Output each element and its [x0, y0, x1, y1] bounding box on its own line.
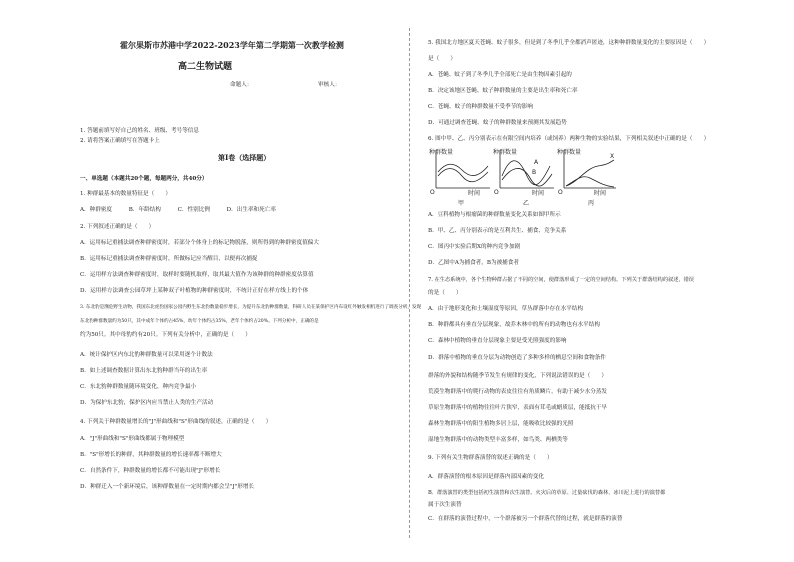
- graph-3-origin: O: [558, 189, 563, 196]
- question-1-options: A．种群密度 B．年龄结构 C．性别比例 D．出生率和死亡率: [80, 207, 276, 213]
- question-7-line-1: 7. 在生态系统中，各个生物种群占据了不同的空间，使群落形成了一定的空间结构。下列关于群落结构的叙述，错误: [428, 277, 694, 283]
- graph-3-ylabel: 种群数量: [557, 149, 582, 156]
- question-2-c: C．运用样方法调查种群密度时，取样时要随机取样，取其最大值作为该种群的种群密度估算值: [80, 272, 314, 278]
- graph-2-label: 乙: [523, 200, 530, 207]
- question-9-c: C．在群落的演替过程中，一个群落被另一个群落代替的过程，就是群落的演替: [428, 516, 623, 522]
- graph-2-xlabel: 时间: [532, 190, 545, 197]
- question-9-b-line-2: 属于次生演替: [428, 502, 462, 508]
- question-5-d: D．可通过调查苍蝇、蚊子的种群数量来预测其发展趋势: [428, 120, 567, 126]
- exam-subject: 高二生物试题: [178, 62, 233, 72]
- question-3-a: A．统计保护区内东北豹种群数量可以采用逐个计数法: [80, 352, 213, 358]
- part-1-heading: 第I卷（选择题）: [218, 153, 271, 162]
- question-7-c: C．森林中植物的垂直分层现象主要是受光照强度的影响: [428, 338, 567, 344]
- question-8-line-3: 草原生物群落中的植物往往叶片狭窄，表面有茸毛或蜡质层，能抵抗干旱: [428, 405, 608, 411]
- graph-3-label: 丙: [588, 200, 595, 207]
- question-9: 9. 下列有关生物群落演替的叙述正确的是（ ）: [428, 455, 553, 461]
- graph-2-ylabel: 种群数量: [493, 149, 518, 156]
- question-4-d: D．种群迁入一个新环境后，该种群数量在一定时期内都会呈"J"形增长: [80, 484, 255, 490]
- graph-2-label-a: A: [534, 159, 539, 166]
- graph-3-curve-x: [566, 160, 614, 186]
- question-2: 2. 下列叙述正确的是（ ）: [80, 224, 155, 230]
- question-7-b: B．种群都具有垂直分层现象，故乔木林中的所有的动物也有水平结构: [428, 322, 600, 328]
- question-7-line-2: 的是（ ）: [428, 290, 462, 296]
- question-1: 1. 种群最基本的数量特征是（ ）: [80, 191, 172, 197]
- question-8-line-5: 湿地生物群落中的动物类型丰富多样，如鸟类、两栖类等: [428, 437, 568, 443]
- graph-2-curve-b: [502, 168, 552, 186]
- notice-2: 2. 请将答案正确填写在答题卡上: [80, 138, 160, 144]
- author-label: 命题人：: [230, 82, 253, 88]
- question-9-a: A．群落演替的根本原因是群落内部因素的变化: [428, 474, 544, 480]
- question-3-c: C．东北豹种群数量随环境变化，种内竞争最小: [80, 384, 197, 390]
- question-2-a: A．运用标记重捕法调查种群密度时，若部分个体身上的标记物脱落，则所得到的种群密度值偏大: [80, 240, 319, 246]
- question-8-line-4: 森林生物群落中的阳生植物多居上层，能吸收比较强的光照: [428, 421, 574, 427]
- reviewer-label: 审核人：: [318, 82, 341, 88]
- graph-2-origin: O: [494, 189, 499, 196]
- graph-3-xlabel: 时间: [594, 190, 607, 197]
- question-8-line-2: 荒漠生物群落中的爬行动物的表皮往往有角质鳞片，有助于减少水分蒸发: [428, 389, 608, 395]
- question-8-line-1: 群落的外貌和结构随季节发生有规律的变化，下列说法错误的是（ ）: [428, 373, 608, 379]
- question-4-a: A．"J"形曲线和"S"形曲线都属于物理模型: [80, 436, 185, 442]
- graph-1-label: 甲: [458, 200, 465, 207]
- question-4-b: B．"S"形增长的种群，其种群数量的增长速率都不断增大: [80, 452, 222, 458]
- population-graphs: [428, 146, 618, 208]
- question-2-b: B．运用标记重捕法调查种群密度时，所做标记应当醒目，以便再次捕捉: [80, 256, 258, 262]
- population-graphs-svg: [428, 146, 618, 208]
- question-4-c: C．自然条件下，种群数量的增长都不可能出现"J"形增长: [80, 468, 221, 474]
- question-5-b: B．决定该地区苍蝇、蚊子种群数量的主要是出生率和死亡率: [428, 88, 578, 94]
- question-3-line-1: 3. 东北豹是濒危野生动物，我国东北虎豹国家公园内野生东北豹数量稳步增长，为提升东北豹种群数量，科研人员在某保护区内布设红外触发相机进行了调查分析，发现: [80, 305, 422, 310]
- graph-3-curve-y: [566, 177, 614, 187]
- question-6-b: B．甲、乙、丙分别表示的是互利共生、捕食、竞争关系: [428, 228, 567, 234]
- graph-1-ylabel: 种群数量: [429, 149, 454, 156]
- question-9-b-line-1: B．群落演替的类型包括初生演替和次生演替。火灾后的草原、过量砍伐的森林、冰川泥上进行的演替都: [428, 490, 666, 496]
- graph-2-label-b: B: [532, 169, 537, 176]
- question-6-d: D．乙图中A为捕食者，B为被捕食者: [428, 260, 519, 266]
- graph-1-origin: O: [430, 189, 435, 196]
- question-5-a: A．苍蝇、蚊子到了冬季几乎全部死亡是由生物因素引起的: [428, 72, 572, 78]
- question-7-a: A．由于地形变化和土壤湿度等原因，草丛群落中存在水平结构: [428, 306, 584, 312]
- question-3-d: D．为保护东北豹，保护区内应当禁止人类的生产活动: [80, 400, 214, 406]
- question-3-line-2: 东北豹种群数量约为50只，其中成年个体约占45%，幼年个体约占35%，老年个体约占20%。下列分析中，正确的是: [80, 319, 319, 324]
- question-5-line-1: 5. 我国北方地区夏天苍蝇、蚊子很多，但是到了冬季几乎全都消声匿迹，这种种群数量变化的主要原因是（ ）: [428, 40, 710, 46]
- question-2-d: D．运用样方法调查公园草坪上某种双子叶植物的种群密度时，不统计正好在样方线上的个体: [80, 288, 309, 294]
- graph-1-xlabel: 时间: [468, 190, 481, 197]
- question-3-b: B．如上述调查数据计算出东北豹种群当年的出生率: [80, 368, 208, 374]
- question-6-a: A．豆科植物与根瘤菌的种群数量变化关系如图甲所示: [428, 212, 561, 218]
- question-5-c: C．苍蝇、蚊子的种群数量不受季节的影响: [428, 104, 533, 110]
- graph-3-label-x: X: [610, 153, 615, 160]
- notice-1: 1. 答题前填写好自己的姓名、班级、考号等信息: [80, 128, 199, 134]
- exam-title: 霍尔果斯市苏港中学2022-2023学年第二学期第一次教学检测: [120, 40, 344, 50]
- question-6: 6. 图中甲、乙、丙分别表示在有限空间内培养（或饲养）两种生物的实验结果，下列相关叙述中正确的是（ ）: [428, 136, 710, 142]
- question-5-line-2: 是（ ）: [428, 56, 456, 62]
- question-4: 4. 下列关于种群数量增长的"J"形曲线和"S"形曲线的叙述，正确的是（ ）: [80, 419, 272, 425]
- section-1-heading: 一、单选题（本题共20个题，每题两分，共40分）: [80, 176, 208, 182]
- right-column: [410, 0, 794, 562]
- question-7-d: D．群落中植物的垂直分层为动物创造了多种多样的栖息空间和食物条件: [428, 355, 606, 361]
- question-6-c: C．图丙中实验后期X的种内竞争加剧: [428, 244, 521, 250]
- question-3-line-3: 约为50只。其中母豹约有20只。下列有关分析中，正确的是（ ）: [80, 332, 251, 338]
